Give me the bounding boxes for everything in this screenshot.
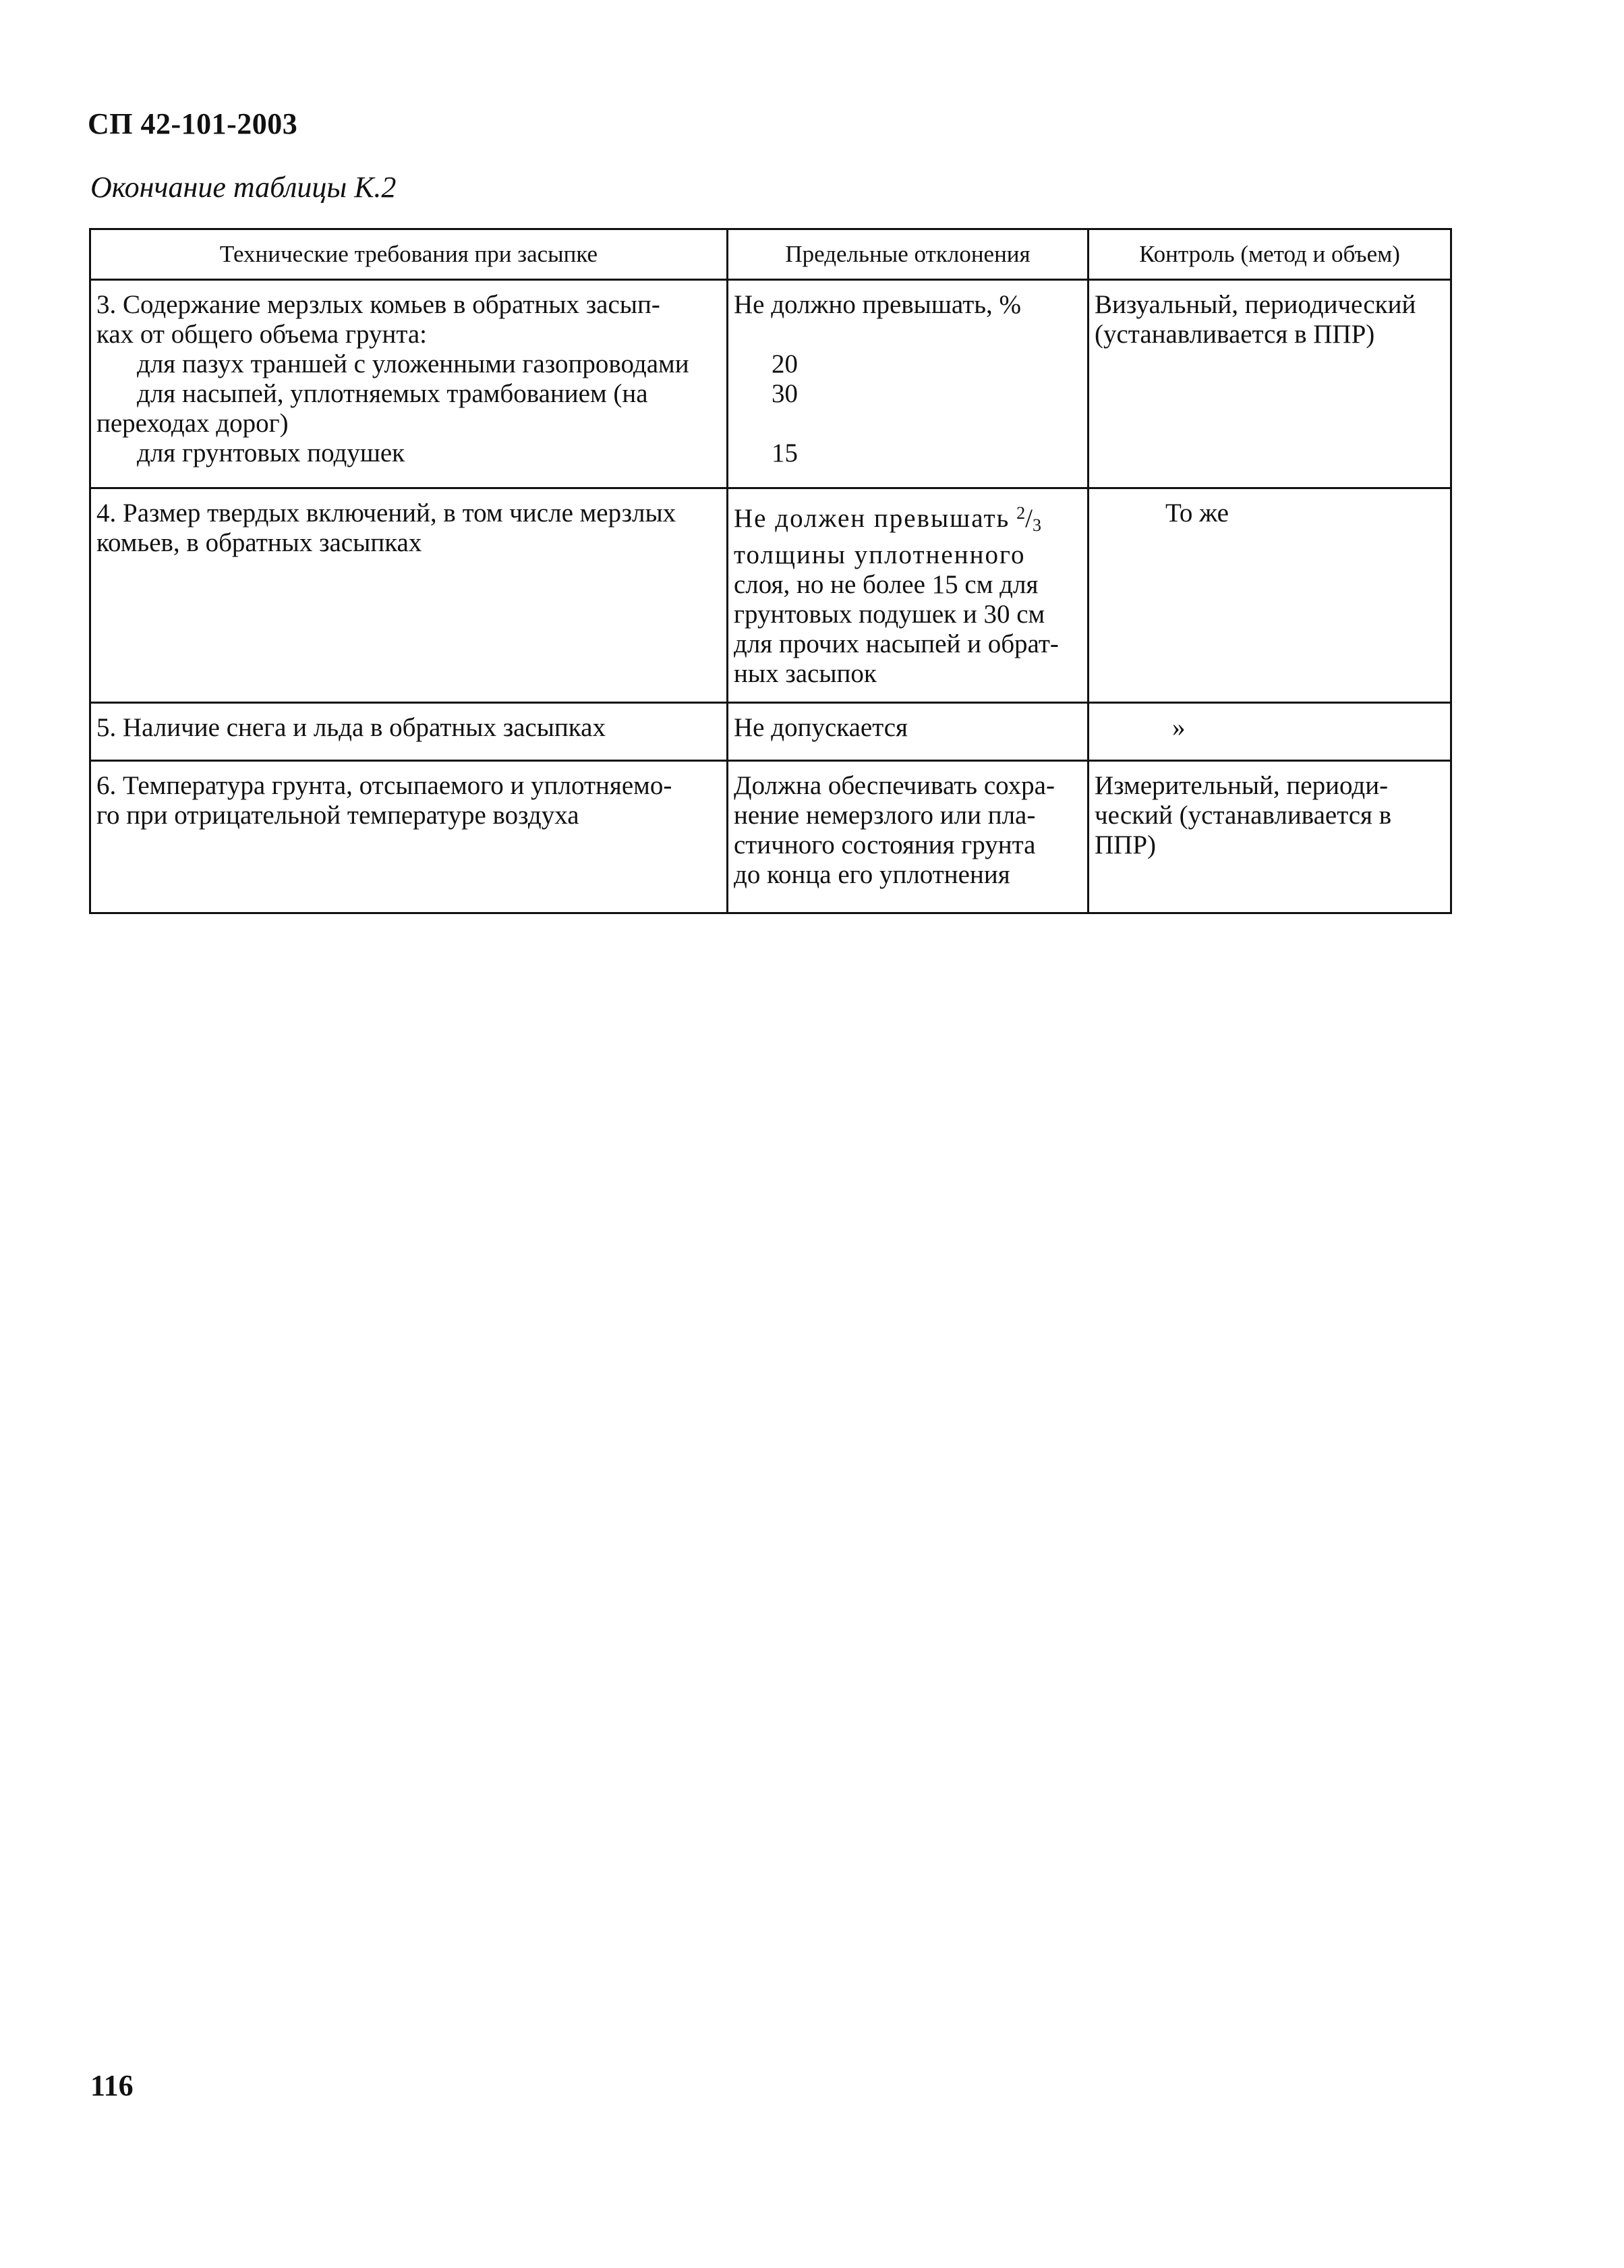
control-ditto-mark: » xyxy=(1172,713,1186,742)
cell-requirement xyxy=(90,280,728,488)
requirements-table xyxy=(89,228,1452,914)
deviation-line: стичного состояния грунта xyxy=(734,830,1036,859)
sub-item: для грунтовых подушек xyxy=(137,438,405,467)
requirement-line: комьев, в обратных засыпках xyxy=(96,528,422,557)
requirement-line: ках от общего объема грунта: xyxy=(96,320,427,349)
table-row xyxy=(90,488,1451,703)
deviation-line: ных засыпок xyxy=(734,659,877,688)
deviation-line: толщины уплотненного xyxy=(734,540,1026,569)
deviation-text: Не должен превышать xyxy=(734,504,1010,533)
table-row xyxy=(90,703,1451,761)
control-line: (устанавливается в ППР) xyxy=(1095,320,1375,349)
control-line: ческий (устанавливается в xyxy=(1095,801,1392,830)
requirement-line: го при отрицательной температуре воздуха xyxy=(96,801,579,830)
deviation-value: 15 xyxy=(772,438,798,467)
cell-requirement xyxy=(90,761,728,913)
requirement-line: 4. Размер твердых включений, в том числе мерзлых xyxy=(96,499,676,528)
cell-deviation xyxy=(728,280,1089,488)
cell-deviation xyxy=(728,488,1089,703)
deviation-heading: Не должно превышать, % xyxy=(734,290,1022,319)
fraction-denominator: 3 xyxy=(1032,515,1041,535)
deviation-line: грунтовых подушек и 30 см xyxy=(734,600,1045,629)
table-header-row xyxy=(90,229,1451,280)
cell-control xyxy=(1089,703,1451,761)
deviation-line xyxy=(734,499,1082,540)
cell-deviation xyxy=(728,761,1089,913)
control-ditto: То же xyxy=(1165,499,1229,528)
table-row xyxy=(90,280,1451,488)
control-line: ППР) xyxy=(1095,830,1157,859)
header-requirements: Технические требования при засыпке xyxy=(90,229,728,280)
cell-requirement: 5. Наличие снега и льда в обратных засыпках xyxy=(90,703,728,761)
document-code: СП 42-101-2003 xyxy=(88,107,298,140)
requirement-line: 3. Содержание мерзлых комьев в обратных засып- xyxy=(96,290,660,319)
sub-item: для пазух траншей с уложенными газопроводами xyxy=(137,349,689,378)
cell-control xyxy=(1089,488,1451,703)
sub-item: для насыпей, уплотняемых трамбованием (на xyxy=(137,379,648,408)
cell-deviation: Не допускается xyxy=(728,703,1089,761)
sub-item-cont: переходах дорог) xyxy=(96,409,289,438)
control-line: Визуальный, периодический xyxy=(1095,290,1416,319)
deviation-line: до конца его уплотнения xyxy=(734,860,1010,889)
control-line: Измерительный, периоди- xyxy=(1095,771,1389,800)
deviation-line: нение немерзлого или пла- xyxy=(734,801,1036,830)
header-control: Контроль (метод и объем) xyxy=(1089,229,1451,280)
cell-requirement xyxy=(90,488,728,703)
deviation-line: Должна обеспечивать сохра- xyxy=(734,771,1055,800)
deviation-line: для прочих насыпей и обрат- xyxy=(734,629,1059,658)
table-row xyxy=(90,761,1451,913)
deviation-value: 20 xyxy=(772,349,798,378)
fraction: $^2/_3$ xyxy=(1016,503,1041,535)
requirement-line: 6. Температура грунта, отсыпаемого и уплотняемо- xyxy=(96,771,672,800)
cell-control xyxy=(1089,761,1451,913)
table-caption: Окончание таблицы К.2 xyxy=(90,171,397,204)
page-number: 116 xyxy=(90,2069,134,2102)
header-deviations: Предельные отклонения xyxy=(728,229,1089,280)
fraction-numerator: 2 xyxy=(1016,503,1026,523)
deviation-line: слоя, но не более 15 см для xyxy=(734,570,1039,599)
deviation-value: 30 xyxy=(772,379,798,408)
cell-control xyxy=(1089,280,1451,488)
